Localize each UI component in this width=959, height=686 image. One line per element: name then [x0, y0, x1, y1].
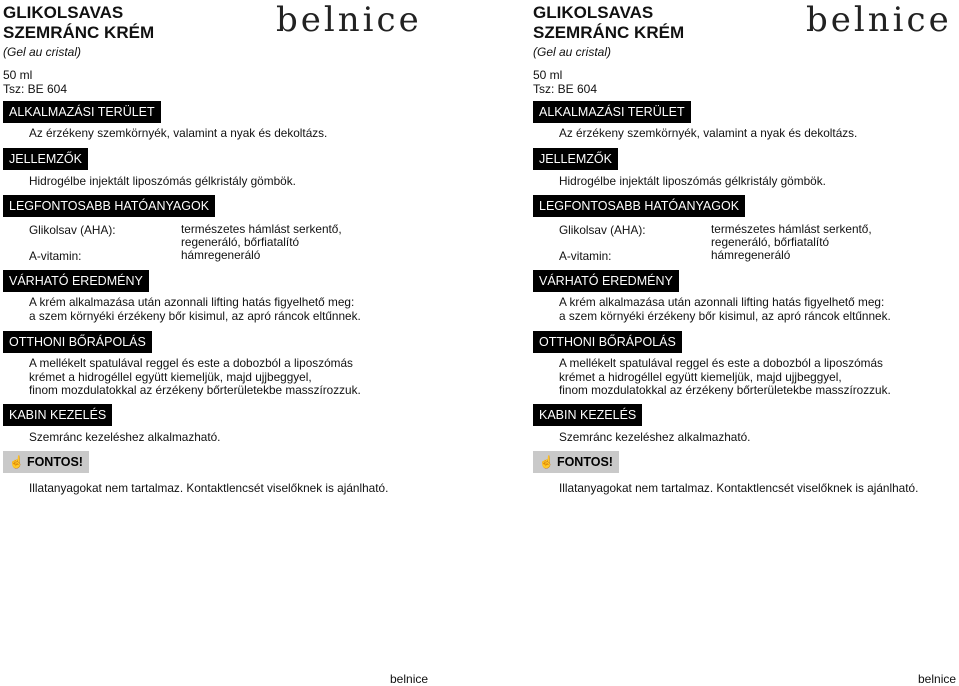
ingredient-name: A-vitamin: — [559, 249, 612, 263]
section-heading-result: VÁRHATÓ EREDMÉNY — [3, 270, 149, 292]
important-text: Illatanyagokat nem tartalmaz. Kontaktlencsét viselőknek is ajánlható. — [29, 481, 389, 495]
product-size: 50 ml — [3, 68, 33, 82]
home-care-text — [29, 357, 361, 398]
ingredient-effect: hámregeneráló — [181, 248, 261, 262]
ingredient-effect — [181, 223, 401, 249]
section-heading-usage-area: ALKALMAZÁSI TERÜLET — [533, 101, 691, 123]
brand-logo: belnice — [276, 0, 422, 40]
product-size-block — [3, 68, 67, 96]
ingredient-effect: hámregeneráló — [711, 248, 791, 262]
result-line: a szem környéki érzékeny bőr kisimul, az apró ráncok eltűnnek. — [559, 308, 891, 323]
usage-area-text: Az érzékeny szemkörnyék, valamint a nyak és dekoltázs. — [29, 126, 328, 140]
section-heading-home-care: OTTHONI BŐRÁPOLÁS — [533, 331, 682, 353]
home-care-text — [559, 357, 891, 398]
result-line: A krém alkalmazása után azonnali lifting hatás figyelhető meg: — [29, 295, 355, 309]
title-line-1: GLIKOLSAVAS — [533, 3, 654, 22]
section-heading-result: VÁRHATÓ EREDMÉNY — [533, 270, 679, 292]
ingredient-effect-line: természetes hámlást serkentő, — [711, 222, 872, 236]
brand-logo: belnice — [806, 0, 952, 40]
section-heading-usage-area: ALKALMAZÁSI TERÜLET — [3, 101, 161, 123]
hand-pointer-icon: ☝ — [9, 455, 24, 469]
section-heading-features: JELLEMZŐK — [533, 148, 618, 170]
ingredient-name: Glikolsav (AHA): — [29, 223, 116, 237]
ingredient-name: A-vitamin: — [29, 249, 82, 263]
section-heading-salon: KABIN KEZELÉS — [3, 404, 112, 426]
features-text: Hidrogélbe injektált liposzómás gélkristály gömbök. — [559, 174, 826, 188]
product-subtitle: (Gel au cristal) — [3, 45, 82, 59]
product-card-left — [3, 0, 443, 685]
footer-brand: belnice — [390, 672, 429, 686]
important-label: FONTOS! — [556, 455, 613, 469]
footer-brand: belnice — [918, 672, 957, 686]
ingredient-effect-line: regeneráló, bőrfiatalító — [181, 235, 300, 249]
important-label: FONTOS! — [26, 455, 83, 469]
title-line-1: GLIKOLSAVAS — [3, 3, 124, 22]
product-title — [3, 3, 154, 43]
product-code: Tsz: BE 604 — [533, 82, 598, 96]
features-text: Hidrogélbe injektált liposzómás gélkristály gömbök. — [29, 174, 296, 188]
title-line-2: SZEMRÁNC KRÉM — [3, 23, 155, 42]
section-heading-features: JELLEMZŐK — [3, 148, 88, 170]
section-heading-ingredients: LEGFONTOSABB HATÓANYAGOK — [533, 195, 745, 217]
hand-pointer-icon: ☝ — [539, 455, 554, 469]
section-heading-salon: KABIN KEZELÉS — [533, 404, 642, 426]
product-title — [533, 3, 684, 43]
home-care-line: krémet a hidrogéllel együtt kiemeljük, majd ujjbeggyel, — [559, 369, 842, 384]
section-heading-home-care: OTTHONI BŐRÁPOLÁS — [3, 331, 152, 353]
home-care-line: krémet a hidrogéllel együtt kiemeljük, majd ujjbeggyel, — [29, 369, 312, 384]
usage-area-text: Az érzékeny szemkörnyék, valamint a nyak és dekoltázs. — [559, 126, 858, 140]
result-text — [559, 296, 891, 323]
home-care-line: finom mozdulatokkal az érzékeny bőrterületekbe masszírozzuk. — [29, 383, 361, 397]
section-heading-important — [3, 451, 89, 473]
important-text: Illatanyagokat nem tartalmaz. Kontaktlencsét viselőknek is ajánlható. — [559, 481, 919, 495]
result-text — [29, 296, 361, 323]
title-line-2: SZEMRÁNC KRÉM — [533, 23, 685, 42]
ingredient-effect-line: regeneráló, bőrfiatalító — [711, 235, 830, 249]
product-subtitle: (Gel au cristal) — [533, 45, 612, 59]
home-care-line: A mellékelt spatulával reggel és este a dobozból a liposzómás — [559, 356, 883, 370]
salon-text: Szemránc kezeléshez alkalmazható. — [559, 430, 751, 444]
section-heading-important — [533, 451, 619, 473]
ingredient-effect — [711, 223, 931, 249]
result-line: A krém alkalmazása után azonnali lifting hatás figyelhető meg: — [559, 295, 885, 309]
section-heading-ingredients: LEGFONTOSABB HATÓANYAGOK — [3, 195, 215, 217]
salon-text: Szemránc kezeléshez alkalmazható. — [29, 430, 221, 444]
home-care-line: finom mozdulatokkal az érzékeny bőrterületekbe masszírozzuk. — [559, 383, 891, 397]
product-code: Tsz: BE 604 — [3, 82, 68, 96]
product-card-right — [533, 0, 959, 685]
ingredient-name: Glikolsav (AHA): — [559, 223, 646, 237]
product-size: 50 ml — [533, 68, 563, 82]
ingredient-effect-line: természetes hámlást serkentő, — [181, 222, 342, 236]
product-size-block — [533, 68, 597, 96]
home-care-line: A mellékelt spatulával reggel és este a dobozból a liposzómás — [29, 356, 353, 370]
result-line: a szem környéki érzékeny bőr kisimul, az apró ráncok eltűnnek. — [29, 308, 361, 323]
